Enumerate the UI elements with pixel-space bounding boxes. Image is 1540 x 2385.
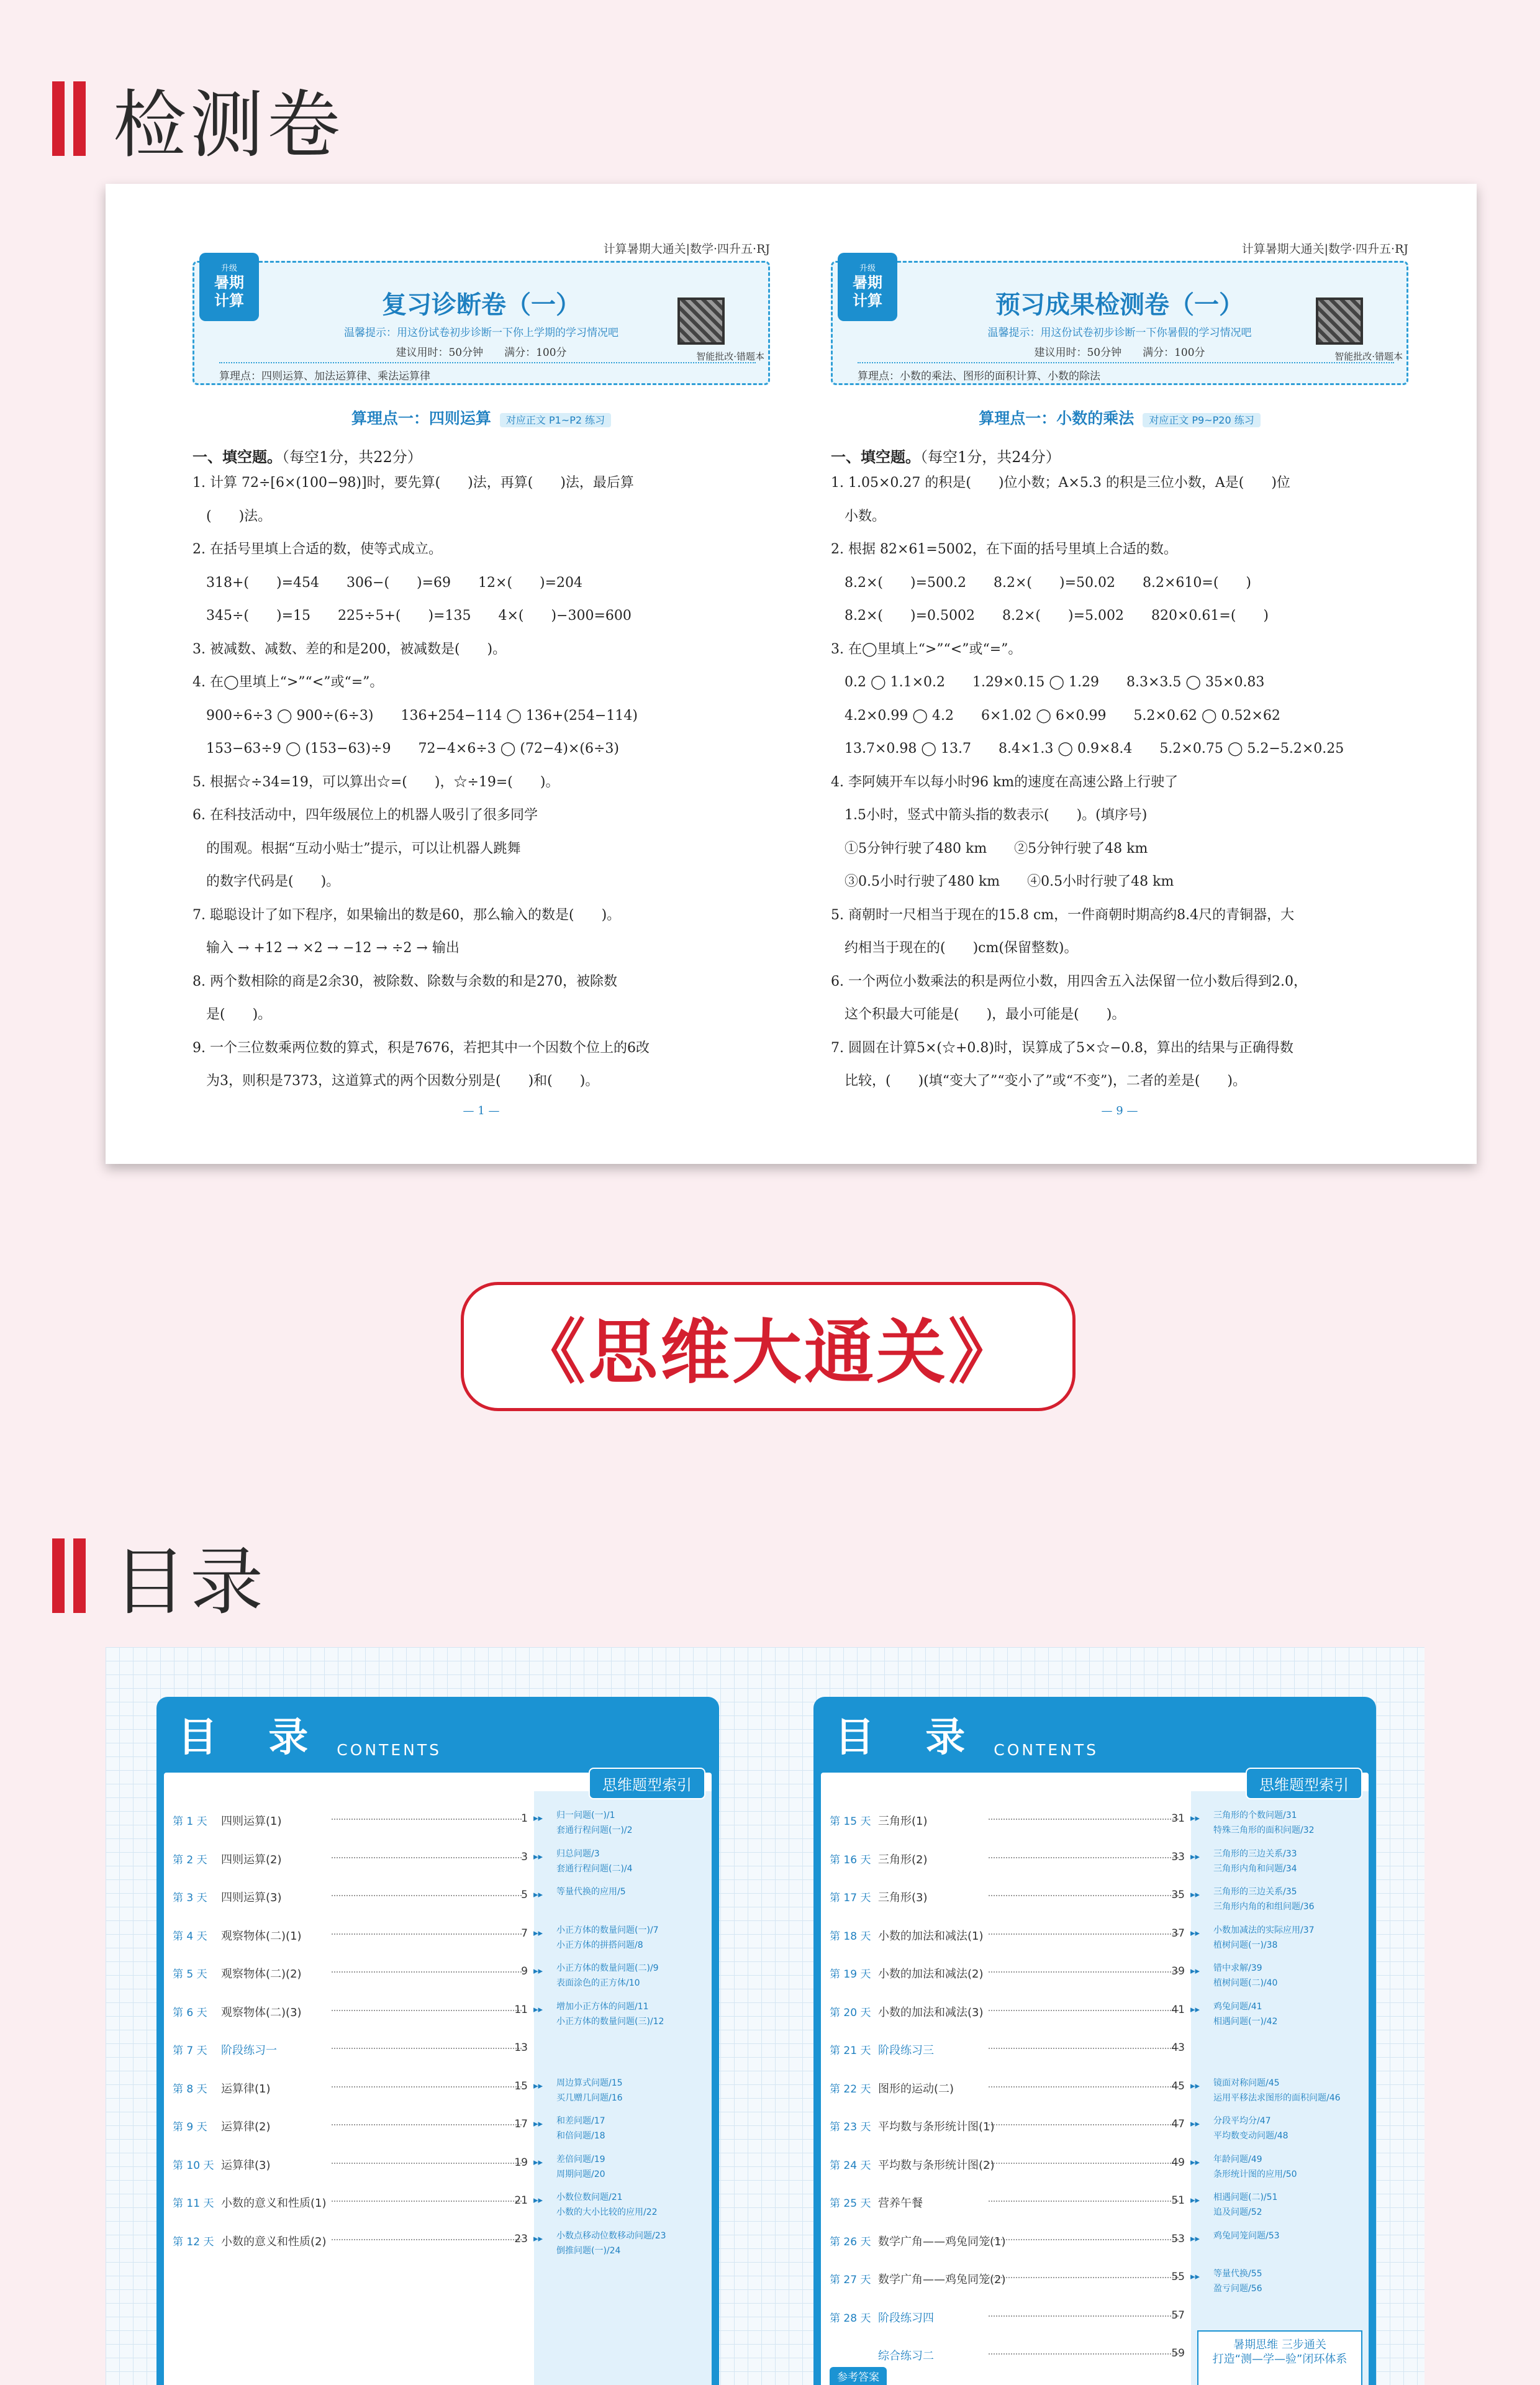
worksheet-tip: 温馨提示：用这份试卷初步诊断一下你暑假的学习情况吧	[987, 327, 1252, 339]
worksheet-tip: 温馨提示：用这份试卷初步诊断一下你上学期的学习情况吧	[344, 327, 618, 339]
question-line: 5. 商朝时一尺相当于现在的15.8 cm，一件商朝时期高约8.4尺的青铜器，大	[831, 907, 1295, 923]
arrow-icon: ▸▸	[533, 1927, 543, 1938]
contents-row[interactable]	[164, 1843, 712, 1882]
contents-day: 第 24 天	[830, 2159, 871, 2172]
contents-body	[164, 1773, 712, 2385]
contents-page-number: 19	[514, 2156, 528, 2169]
worksheet-header	[831, 261, 1408, 385]
contents-day: 第 22 天	[830, 2083, 871, 2096]
badge-line-2: 计算	[214, 291, 244, 309]
question-group-score: （每空1分，共22分）	[282, 448, 422, 466]
contents-day: 第 7 天	[173, 2045, 207, 2057]
section-heading	[192, 406, 770, 429]
arrow-icon: ▸▸	[1190, 2003, 1200, 2015]
contents-lesson-name: 小数的加法和减法(2)	[878, 1968, 984, 1981]
contents-lesson-name: 四则运算(2)	[221, 1853, 282, 1866]
contents-row[interactable]	[164, 2149, 712, 2187]
question-group-title	[831, 445, 1408, 466]
question-line: 7. 圆圆在计算5×(☆+0.8)时，误算成了5×☆−0.8，算出的结果与正确得数	[831, 1040, 1293, 1056]
contents-index-item: 周边算式问题/15	[556, 2078, 623, 2088]
contents-row[interactable]	[821, 2110, 1369, 2149]
section-title-text: 检测卷	[113, 82, 345, 168]
contents-index-item: 小数的大小比较的应用/22	[556, 2207, 658, 2217]
question-line: 为3，则积是7373，这道算式的两个因数分别是( )和( )。	[192, 1073, 599, 1089]
contents-index-item: 错中求解/39	[1213, 1963, 1262, 1973]
contents-day: 第 20 天	[830, 2006, 871, 2019]
contents-day: 第 19 天	[830, 1968, 871, 1981]
contents-day: 第 26 天	[830, 2235, 871, 2248]
contents-index-item: 植树问题(二)/40	[1213, 1978, 1278, 1988]
contents-day: 第 18 天	[830, 1930, 871, 1943]
question-line: 1.5小时，竖式中箭头指的数表示( )。(填序号)	[831, 807, 1148, 823]
arrow-icon: ▸▸	[533, 2003, 543, 2015]
section-heading	[831, 406, 1408, 429]
contents-page-number: 55	[1171, 2271, 1185, 2283]
index-tag: 思维题型索引	[1246, 1768, 1362, 1799]
question-line: 1. 计算 72÷[6×(100−98)]时，要先算( )法，再算( )法，最后算	[192, 475, 634, 491]
contents-page-number: 37	[1171, 1927, 1185, 1940]
contents-page-number: 43	[1171, 2042, 1185, 2054]
section-title-text: 目录	[113, 1539, 268, 1625]
contents-day: 第 16 天	[830, 1853, 871, 1866]
badge-line-1: 暑期	[853, 274, 882, 291]
contents-index-item: 平均数变动问题/48	[1213, 2131, 1289, 2141]
question-list	[192, 466, 770, 1098]
question-line: 比较，( )(填“变大了”“变小了”或“不变”)，二者的差是( )。	[831, 1073, 1246, 1089]
contents-index-item: 等量代换/55	[1213, 2269, 1262, 2279]
contents-day: 第 3 天	[173, 1892, 207, 1904]
contents-day: 第 2 天	[173, 1853, 207, 1866]
contents-index-item: 小正方体的数量问题(二)/9	[556, 1963, 659, 1973]
worksheet-title: 预习成果检测卷（一）	[995, 291, 1244, 319]
contents-lesson-name: 三角形(3)	[878, 1891, 928, 1904]
index-tag: 思维题型索引	[589, 1768, 705, 1799]
contents-row[interactable]	[164, 2187, 712, 2225]
question-line: 1. 1.05×0.27 的积是( )位小数；A×5.3 的积是三位小数，A是( )位	[831, 475, 1290, 491]
contents-index-item: 买几赠几问题/16	[556, 2092, 623, 2103]
contents-row[interactable]	[821, 1843, 1369, 1882]
question-line: 7. 聪聪设计了如下程序，如果输出的数是60，那么输入的数是( )。	[192, 907, 621, 923]
worksheet-time: 建议用时：50分钟 满分：100分	[1034, 347, 1205, 359]
section-title-test	[52, 66, 344, 171]
left-worksheet-page	[192, 240, 770, 1117]
contents-index-item: 盈亏问题/56	[1213, 2284, 1262, 2294]
question-line: 8.2×( )=500.2 8.2×( )=50.02 8.2×610=( )	[831, 575, 1252, 591]
arrow-icon: ▸▸	[533, 1965, 543, 1976]
contents-index-item: 三角形的三边关系/33	[1213, 1848, 1297, 1859]
contents-lesson-name: 观察物体(二)(1)	[221, 1929, 302, 1943]
contents-page-right	[813, 1697, 1376, 2385]
contents-day: 第 9 天	[173, 2121, 207, 2133]
contents-lesson-name: 阶段练习四	[878, 2311, 934, 2325]
contents-page-number: 47	[1171, 2118, 1185, 2130]
question-line: ①5分钟行驶了480 km ②5分钟行驶了48 km	[831, 840, 1148, 856]
section-heading-text: 算理点一：四则运算	[351, 409, 491, 427]
arrow-icon: ▸▸	[1190, 1850, 1200, 1862]
contents-lesson-name: 数学广角——鸡兔同笼(2)	[878, 2273, 1006, 2286]
contents-lesson-name: 小数的意义和性质(1)	[221, 2197, 327, 2210]
question-line: 3. 在◯里填上“>”“<”或“=”。	[831, 641, 1022, 657]
contents-row[interactable]	[821, 1996, 1369, 2035]
contents-index-item: 套通行程问题(二)/4	[556, 1863, 633, 1874]
question-line: 这个积最大可能是( )，最小可能是( )。	[831, 1007, 1126, 1022]
contents-page-number: 39	[1171, 1965, 1185, 1978]
worksheet-header	[192, 261, 770, 385]
arrow-icon: ▸▸	[1190, 1927, 1200, 1938]
question-line: 8.2×( )=0.5002 8.2×( )=5.002 820×0.61=( )	[831, 608, 1269, 624]
contents-index-item: 倒推问题(一)/24	[556, 2245, 621, 2256]
contents-page-number: 59	[1171, 2347, 1185, 2360]
contents-day: 第 6 天	[173, 2006, 207, 2019]
contents-lesson-name: 平均数与条形统计图(2)	[878, 2158, 995, 2172]
contents-page-number: 49	[1171, 2156, 1185, 2169]
contents-page-number: 17	[514, 2118, 528, 2130]
question-line: 13.7×0.98 ◯ 13.7 8.4×1.3 ◯ 0.9×8.4 5.2×0.75 ◯ 5.2−5.2×0.25	[831, 741, 1344, 756]
contents-page-number: 13	[514, 2042, 528, 2054]
question-line: 9. 一个三位数乘两位数的算式，积是7676，若把其中一个因数个位上的6改	[192, 1040, 650, 1056]
arrow-icon: ▸▸	[1190, 2118, 1200, 2129]
contents-page-number: 45	[1171, 2079, 1185, 2092]
question-line: 4. 李阿姨开车以每小时96 km的速度在高速公路上行驶了	[831, 774, 1179, 790]
contents-lesson-name: 运算律(1)	[221, 2082, 271, 2096]
question-line: 4. 在◯里填上“>”“<”或“=”。	[192, 675, 384, 690]
contents-lesson-name: 四则运算(1)	[221, 1815, 282, 1828]
contents-page-number: 9	[521, 1965, 528, 1978]
arrow-icon: ▸▸	[533, 2156, 543, 2168]
qr-code-icon	[1316, 298, 1363, 345]
worksheet-points: 算理点：小数的乘法、图形的面积计算、小数的除法	[858, 362, 1394, 383]
contents-index-item: 小数点移动位数移动问题/23	[556, 2230, 666, 2241]
right-worksheet-page	[831, 240, 1408, 1117]
contents-index-item: 三角形的个数问题/31	[1213, 1810, 1297, 1820]
contents-day: 第 11 天	[173, 2197, 214, 2210]
contents-day: 第 4 天	[173, 1930, 207, 1943]
question-line: 的数字代码是( )。	[192, 874, 340, 889]
worksheet-time: 建议用时：50分钟 满分：100分	[396, 347, 567, 359]
contents-index-item: 周期问题/20	[556, 2169, 605, 2179]
contents-index-item: 年龄问题/49	[1213, 2154, 1262, 2165]
contents-day: 第 17 天	[830, 1892, 871, 1904]
contents-row[interactable]	[821, 1805, 1369, 1843]
question-group-score: （每空1分，共24分）	[920, 448, 1061, 466]
contents-index-item: 套通行程问题(一)/2	[556, 1825, 633, 1835]
arrow-icon: ▸▸	[533, 2232, 543, 2244]
section-bar-icon	[52, 1538, 86, 1613]
arrow-icon: ▸▸	[1190, 2271, 1200, 2282]
contents-index-item: 小正方体的数量问题(三)/12	[556, 2016, 664, 2027]
book-title-text: 《思维大通关》	[516, 1312, 1020, 1393]
contents-index-item: 差倍问题/19	[556, 2154, 605, 2165]
contents-lesson-name: 观察物体(二)(3)	[221, 2006, 302, 2019]
contents-index-item: 等量代换的应用/5	[556, 1887, 626, 1897]
contents-index-item: 小正方体的数量问题(一)/7	[556, 1925, 659, 1935]
book-title-banner	[461, 1282, 1076, 1411]
contents-day: 第 12 天	[173, 2235, 214, 2248]
contents-row[interactable]	[821, 1881, 1369, 1920]
contents-index-item: 归一问题(一)/1	[556, 1810, 615, 1820]
contents-page-number: 51	[1171, 2194, 1185, 2207]
contents-index-item: 归总问题/3	[556, 1848, 600, 1859]
question-line: 2. 在括号里填上合适的数，使等式成立。	[192, 542, 442, 557]
contents-page-number: 15	[514, 2079, 528, 2092]
contents-header	[821, 1697, 1369, 1773]
arrow-icon: ▸▸	[533, 1850, 543, 1862]
badge-line-1: 暑期	[214, 274, 244, 291]
question-line: 是( )。	[192, 1007, 272, 1022]
arrow-icon: ▸▸	[1190, 2232, 1200, 2244]
contents-paper	[106, 1647, 1424, 2385]
page-number: — 1 —	[463, 1104, 500, 1117]
contents-row[interactable]	[821, 2187, 1369, 2225]
contents-index-item: 表面涂色的正方体/10	[556, 1978, 640, 1988]
contents-day: 第 15 天	[830, 1815, 871, 1828]
contents-index-item: 小正方体的拼搭问题/8	[556, 1940, 643, 1950]
question-line: 0.2 ◯ 1.1×0.2 1.29×0.15 ◯ 1.29 8.3×3.5 ◯ 35×0.83	[831, 675, 1265, 690]
contents-lesson-name: 三角形(2)	[878, 1853, 928, 1866]
contents-lesson-name: 小数的加法和减法(3)	[878, 2006, 984, 2019]
badge-small-label: 升级	[859, 264, 876, 274]
contents-row[interactable]	[821, 2263, 1369, 2302]
contents-day: 第 10 天	[173, 2159, 214, 2172]
question-list	[831, 466, 1408, 1098]
question-line: 5. 根据☆÷34=19，可以算出☆=( )，☆÷19=( )。	[192, 774, 559, 790]
question-line: 的围观。根据“互动小贴士”提示，可以让机器人跳舞	[192, 840, 521, 856]
contents-page-number: 23	[514, 2232, 528, 2245]
question-line: 3. 被减数、减数、差的和是200，被减数是( )。	[192, 641, 507, 657]
contents-day: 第 21 天	[830, 2045, 871, 2057]
contents-lesson-name: 运算律(2)	[221, 2120, 271, 2133]
worksheet-paper	[106, 184, 1477, 1164]
arrow-icon: ▸▸	[1190, 1812, 1200, 1824]
contents-index-item: 运用平移法求图形的面积问题/46	[1213, 2092, 1341, 2103]
contents-index-item: 和差问题/17	[556, 2116, 605, 2126]
contents-index-item: 分段平均分/47	[1213, 2116, 1271, 2126]
question-line: 2. 根据 82×61=5002，在下面的括号里填上合适的数。	[831, 542, 1177, 557]
contents-heading: 目 录	[178, 1715, 327, 1761]
question-line: ( )法。	[192, 508, 272, 524]
question-line: 6. 一个两位小数乘法的积是两位小数，用四舍五入法保留一位小数后得到2.0，	[831, 973, 1307, 989]
question-line: 318+( )=454 306−( )=69 12×( )=204	[192, 575, 583, 591]
page-number: — 9 —	[1101, 1104, 1138, 1117]
contents-heading: 目 录	[835, 1715, 984, 1761]
section-reference: 对应正文 P1~P2 练习	[500, 413, 611, 427]
contents-heading-en: CONTENTS	[337, 1741, 442, 1759]
contents-index-item: 小数位数问题/21	[556, 2192, 623, 2202]
question-group-label: 一、填空题。	[192, 448, 282, 466]
contents-lesson-name: 三角形(1)	[878, 1815, 928, 1828]
contents-index-item: 特殊三角形的面积问题/32	[1213, 1825, 1315, 1835]
contents-row[interactable]	[164, 1996, 712, 2035]
qr-label: 智能批改·错题本	[696, 351, 764, 362]
contents-page-number: 57	[1171, 2309, 1185, 2322]
badge-line-2: 计算	[853, 291, 882, 309]
qr-label: 智能批改·错题本	[1334, 351, 1403, 362]
contents-row[interactable]	[164, 1958, 712, 1996]
contents-day: 第 5 天	[173, 1968, 207, 1981]
contents-lesson-name: 综合练习二	[878, 2350, 934, 2363]
contents-page-number: 3	[521, 1850, 528, 1863]
promo-line-2: 打造“测—学—验”闭环体系	[1212, 2353, 1348, 2366]
contents-row[interactable]	[164, 1920, 712, 1958]
contents-index-item: 鸡兔同笼问题/53	[1213, 2230, 1280, 2241]
question-line: 900÷6÷3 ◯ 900÷(6÷3) 136+254−114 ◯ 136+(254−114)	[192, 707, 638, 724]
question-line: 345÷( )=15 225÷5+( )=135 4×( )−300=600	[192, 608, 632, 624]
arrow-icon: ▸▸	[533, 1889, 543, 1900]
contents-day: 第 23 天	[830, 2121, 871, 2133]
contents-row[interactable]	[164, 2073, 712, 2111]
contents-lesson-name: 图形的运动(二)	[878, 2082, 954, 2096]
arrow-icon: ▸▸	[533, 2079, 543, 2091]
answer-key-label: 参考答案	[830, 2367, 887, 2385]
contents-lesson-name: 观察物体(二)(2)	[221, 1968, 302, 1981]
arrow-icon: ▸▸	[533, 2118, 543, 2129]
contents-row[interactable]	[821, 2073, 1369, 2111]
contents-index-item: 鸡兔问题/41	[1213, 2001, 1262, 2012]
arrow-icon: ▸▸	[533, 2194, 543, 2206]
contents-page-number: 41	[1171, 2003, 1185, 2016]
contents-lesson-name: 阶段练习三	[878, 2044, 934, 2057]
contents-row[interactable]	[164, 2110, 712, 2149]
contents-index-item: 三角形内角和问题/34	[1213, 1863, 1297, 1874]
contents-page-number: 31	[1171, 1812, 1185, 1825]
contents-page-number: 1	[521, 1812, 528, 1825]
question-line: 6. 在科技活动中，四年级展位上的机器人吸引了很多同学	[192, 807, 538, 823]
contents-day: 第 28 天	[830, 2312, 871, 2325]
contents-page-number: 35	[1171, 1889, 1185, 1901]
arrow-icon: ▸▸	[1190, 2194, 1200, 2206]
arrow-icon: ▸▸	[1190, 1965, 1200, 1976]
contents-lesson-name: 小数的加法和减法(1)	[878, 1929, 984, 1943]
contents-list	[164, 1805, 712, 2263]
contents-lesson-name: 营养午餐	[878, 2197, 923, 2210]
contents-row[interactable]	[164, 1805, 712, 1843]
contents-index-item: 三角形的三边关系/35	[1213, 1887, 1297, 1897]
contents-list	[821, 1805, 1369, 2378]
contents-lesson-name: 平均数与条形统计图(1)	[878, 2120, 995, 2133]
contents-heading-en: CONTENTS	[994, 1741, 1099, 1759]
promo-box	[1197, 2330, 1362, 2385]
contents-page-number: 11	[514, 2003, 528, 2016]
question-line: 8. 两个数相除的商是2余30，被除数、除数与余数的和是270，被除数	[192, 973, 617, 989]
qr-code-icon	[677, 298, 725, 345]
contents-index-item: 小数加减法的实际应用/37	[1213, 1925, 1315, 1935]
contents-day: 第 1 天	[173, 1815, 207, 1828]
contents-page-number: 33	[1171, 1850, 1185, 1863]
contents-row[interactable]	[821, 2225, 1369, 2264]
page-series-label: 计算暑期大通关|数学·四升五·RJ	[1241, 242, 1408, 256]
question-line: ③0.5小时行驶了480 km ④0.5小时行驶了48 km	[831, 874, 1174, 889]
contents-index-item: 植树问题(一)/38	[1213, 1940, 1278, 1950]
contents-lesson-name: 四则运算(3)	[221, 1891, 282, 1904]
worksheet-points: 算理点：四则运算、加法运算律、乘法运算律	[219, 362, 756, 383]
contents-row[interactable]	[821, 1958, 1369, 1996]
contents-day: 第 25 天	[830, 2197, 871, 2210]
contents-index-item: 条形统计图的应用/50	[1213, 2169, 1297, 2179]
contents-header	[164, 1697, 712, 1773]
contents-row[interactable]	[164, 2034, 712, 2073]
contents-row[interactable]	[164, 2225, 712, 2264]
badge-small-label: 升级	[220, 264, 237, 274]
section-reference: 对应正文 P9~P20 练习	[1143, 413, 1260, 427]
question-line: 小数。	[831, 508, 886, 524]
question-line: 约相当于现在的( )cm(保留整数)。	[831, 940, 1078, 956]
question-line: 153−63÷9 ◯ (153−63)÷9 72−4×6÷3 ◯ (72−4)×(6÷3)	[192, 741, 619, 756]
question-group-label: 一、填空题。	[831, 448, 920, 466]
page-series-label: 计算暑期大通关|数学·四升五·RJ	[603, 242, 770, 256]
arrow-icon: ▸▸	[1190, 2156, 1200, 2168]
contents-page-number: 21	[514, 2194, 528, 2207]
arrow-icon: ▸▸	[1190, 1889, 1200, 1900]
contents-row[interactable]	[821, 2034, 1369, 2073]
contents-body	[821, 1773, 1369, 2385]
question-line: 输入 → +12 → ×2 → −12 → ÷2 → 输出	[192, 940, 460, 956]
section-title-contents	[52, 1523, 267, 1629]
contents-page-number: 53	[1171, 2232, 1185, 2245]
contents-lesson-name: 阶段练习一	[221, 2044, 277, 2057]
contents-lesson-name: 数学广角——鸡兔同笼(1)	[878, 2235, 1006, 2248]
contents-day: 第 8 天	[173, 2083, 207, 2096]
contents-index-item: 三角形内角的和组问题/36	[1213, 1902, 1315, 1912]
contents-index-item: 增加小正方体的问题/11	[556, 2001, 649, 2012]
contents-row[interactable]	[164, 1881, 712, 1920]
worksheet-title: 复习诊断卷（一）	[382, 291, 581, 319]
contents-index-item: 和倍问题/18	[556, 2131, 605, 2141]
contents-lesson-name: 小数的意义和性质(2)	[221, 2235, 327, 2248]
contents-row[interactable]	[821, 1920, 1369, 1958]
question-line: 4.2×0.99 ◯ 4.2 6×1.02 ◯ 6×0.99 5.2×0.62 ◯ 0.52×62	[831, 707, 1280, 724]
contents-page-number: 5	[521, 1889, 528, 1901]
contents-day: 第 27 天	[830, 2274, 871, 2286]
section-heading-text: 算理点一：小数的乘法	[979, 409, 1135, 427]
contents-index-item: 相遇问题(一)/42	[1213, 2016, 1278, 2027]
contents-index-item: 追及问题/52	[1213, 2207, 1262, 2217]
section-bar-icon	[52, 81, 86, 156]
contents-page-left	[156, 1697, 719, 2385]
promo-line-1: 暑期思维 三步通关	[1233, 2338, 1326, 2351]
contents-index-item: 相遇问题(二)/51	[1213, 2192, 1278, 2202]
contents-row[interactable]	[821, 2149, 1369, 2187]
contents-lesson-name: 运算律(3)	[221, 2158, 271, 2172]
contents-index-item: 镜面对称问题/45	[1213, 2078, 1280, 2088]
question-group-title	[192, 445, 770, 466]
arrow-icon: ▸▸	[533, 1812, 543, 1824]
contents-page-number: 7	[521, 1927, 528, 1940]
arrow-icon: ▸▸	[1190, 2079, 1200, 2091]
